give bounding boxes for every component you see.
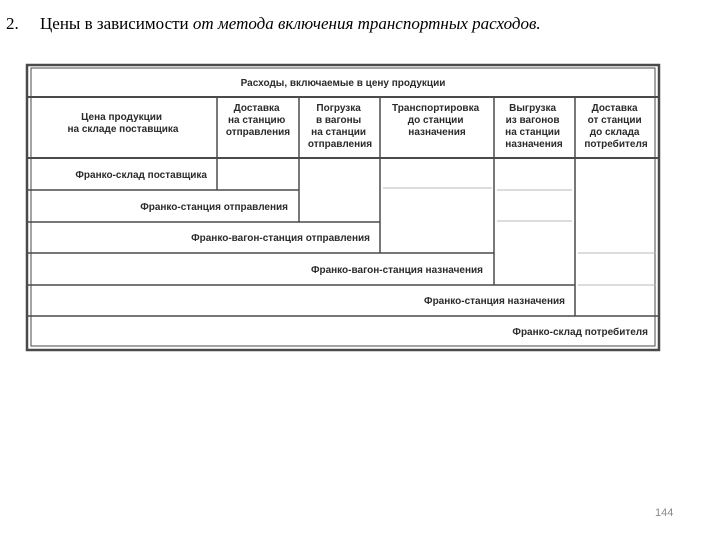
row-label-franco-supplier-warehouse: Франко-склад поставщика xyxy=(75,170,207,181)
page-number: 144 xyxy=(655,507,674,519)
col-header-delivery-to-station: Доставка на станцию отправления xyxy=(225,103,291,138)
scheme-header: Расходы, включаемые в цену продукции xyxy=(240,78,446,89)
row-label-franco-departure-station: Франко-станция отправления xyxy=(140,202,288,213)
heading-text-italic: от метода включения транспортных расходов. xyxy=(192,14,541,33)
row-label-franco-destination-station: Франко-станция назначения xyxy=(424,296,565,307)
col-header-unloading: Выгрузка из вагонов на станции назначения xyxy=(505,103,563,150)
col-header-transportation: Транспортировка до станции назначения xyxy=(392,103,480,138)
row-label-franco-wagon-destination: Франко-вагон-станция назначения xyxy=(310,265,483,276)
row-label-franco-wagon-departure: Франко-вагон-станция отправления xyxy=(191,233,370,244)
heading-text: Цены в зависимости xyxy=(40,14,193,33)
row-label-franco-consumer-warehouse: Франко-склад потребителя xyxy=(512,327,648,338)
col-header-product-price: Цена продукции на складе поставщика xyxy=(67,112,179,135)
col-header-delivery-to-warehouse: Доставка от станции до склада потребителя xyxy=(584,103,648,150)
heading-number: 2. xyxy=(6,14,19,33)
col-header-loading: Погрузка в вагоны на станции отправления xyxy=(307,103,373,150)
